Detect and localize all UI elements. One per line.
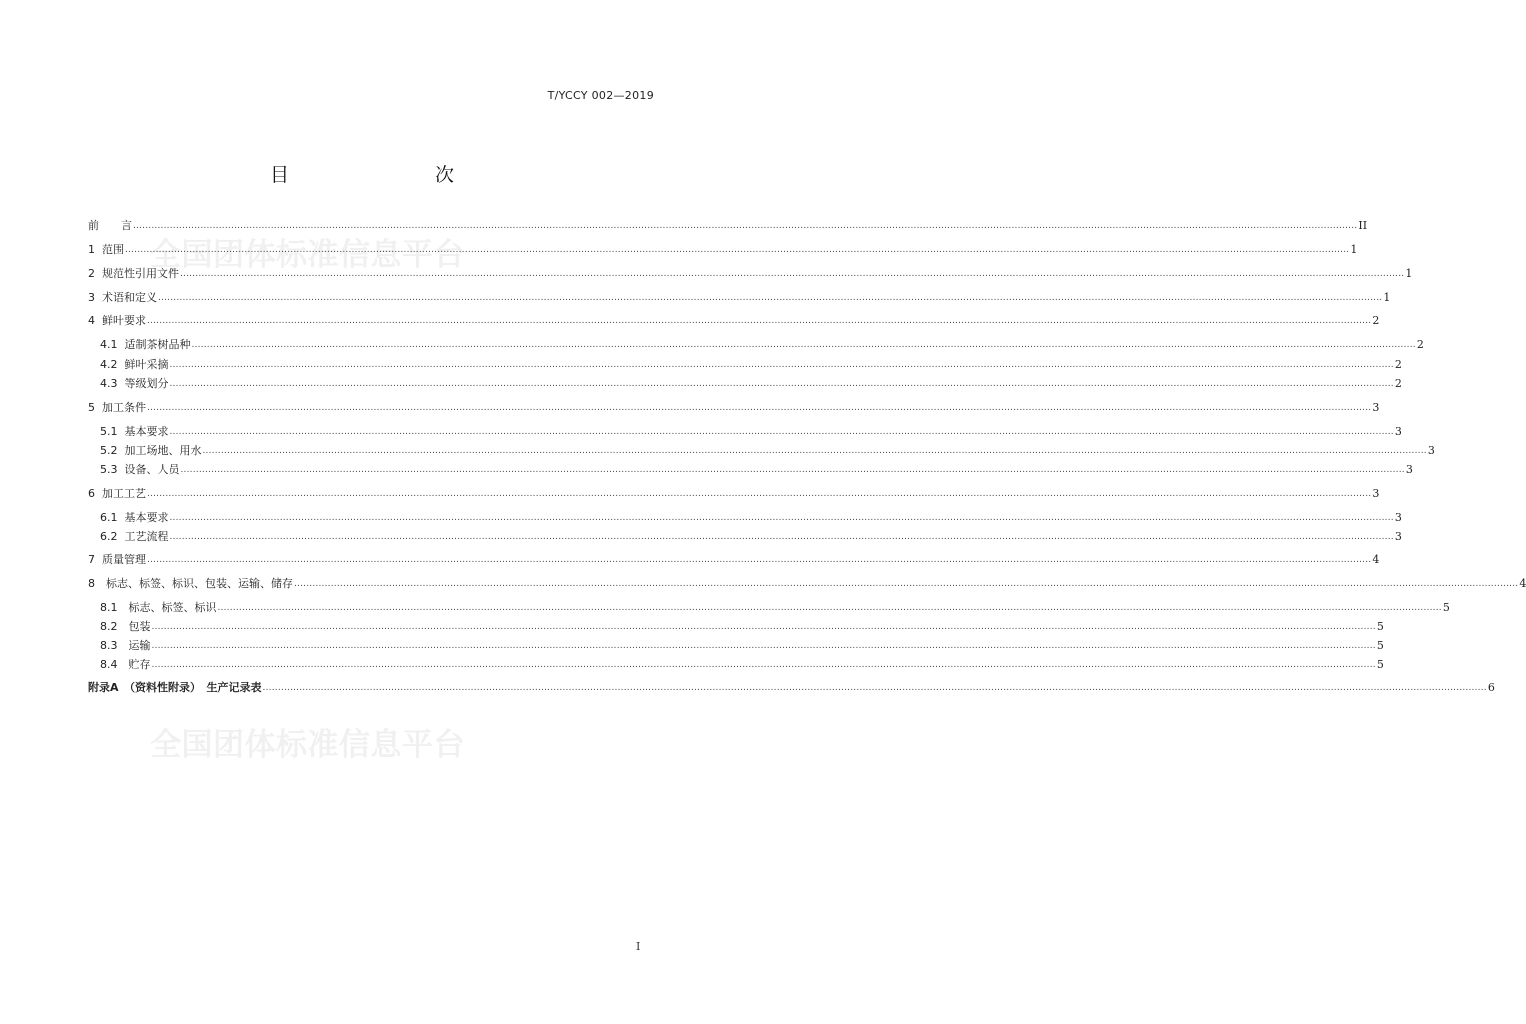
toc-entry[interactable] [100, 337, 1424, 353]
toc-entry[interactable] [100, 510, 1402, 526]
toc-entry[interactable] [100, 376, 1402, 392]
toc-entry-page: 6 [1487, 681, 1495, 694]
toc-entry[interactable] [100, 619, 1384, 635]
toc-dot-leader: ................................................................................................................................................................................................................................................................................................................................................................................................................ [147, 403, 1372, 413]
toc-entry-page: 2 [1416, 338, 1424, 351]
watermark-top: 全国团体标准信息平台 [150, 237, 465, 273]
toc-entry[interactable] [100, 462, 1413, 478]
page-title: 目 次 [269, 164, 490, 186]
toc-dot-leader: ................................................................................................................................................................................................................................................................................................................................................................................................................ [169, 360, 1394, 370]
page-number: I [636, 940, 641, 953]
toc-entry[interactable] [88, 486, 1380, 502]
toc-entry-label: 5 加工条件 [88, 401, 146, 414]
toc-entry-label: 4.2 鲜叶采摘 [100, 358, 169, 371]
toc-entry-page: 2 [1372, 314, 1380, 327]
toc-entry-label: 8.4 贮存 [100, 658, 151, 671]
toc-entry-label: 5.2 加工场地、用水 [100, 444, 202, 457]
toc-entry[interactable] [100, 443, 1435, 459]
toc-dot-leader: ................................................................................................................................................................................................................................................................................................................................................................................................................ [169, 379, 1394, 389]
toc-dot-leader: ................................................................................................................................................................................................................................................................................................................................................................................................................ [158, 293, 1383, 303]
toc-dot-leader: ................................................................................................................................................................................................................................................................................................................................................................................................................ [147, 489, 1372, 499]
toc-entry-label: 1 范围 [88, 243, 124, 256]
toc-entry-page: 1 [1383, 291, 1391, 304]
toc-entry-label: 4 鲜叶要求 [88, 314, 146, 327]
toc-entry-label: 6 加工工艺 [88, 487, 146, 500]
toc-dot-leader: ................................................................................................................................................................................................................................................................................................................................................................................................................ [169, 513, 1394, 523]
toc-entry-page: 3 [1394, 425, 1402, 438]
toc-entry[interactable] [88, 266, 1413, 282]
toc-entry[interactable] [100, 424, 1402, 440]
toc-entry-label: 8.1 标志、标签、标识 [100, 601, 217, 614]
toc-entry-label: 5.1 基本要求 [100, 425, 169, 438]
toc-entry-label: 8.3 运输 [100, 639, 151, 652]
toc-dot-leader: ................................................................................................................................................................................................................................................................................................................................................................................................................ [125, 245, 1350, 255]
toc-entry-label: 6.2 工艺流程 [100, 530, 169, 543]
toc-entry-label: 7 质量管理 [88, 553, 146, 566]
toc-dot-leader: ................................................................................................................................................................................................................................................................................................................................................................................................................ [180, 269, 1405, 279]
toc-dot-leader: ................................................................................................................................................................................................................................................................................................................................................................................................................ [169, 427, 1394, 437]
toc-entry[interactable] [88, 400, 1380, 416]
toc-entry[interactable] [88, 218, 1368, 234]
toc-dot-leader: ................................................................................................................................................................................................................................................................................................................................................................................................................ [133, 221, 1358, 231]
toc-entry[interactable] [88, 242, 1358, 258]
toc-entry-page: 1 [1405, 267, 1413, 280]
toc-entry[interactable] [100, 529, 1402, 545]
toc-dot-leader: ................................................................................................................................................................................................................................................................................................................................................................................................................ [180, 465, 1405, 475]
toc-entry-page: 5 [1376, 658, 1384, 671]
toc-dot-leader: ................................................................................................................................................................................................................................................................................................................................................................................................................ [217, 603, 1442, 613]
toc-dot-leader: ................................................................................................................................................................................................................................................................................................................................................................................................................ [151, 622, 1376, 632]
toc-entry[interactable] [100, 357, 1402, 373]
toc-entry[interactable] [88, 552, 1380, 568]
toc-entry-label: 8 标志、标签、标识、包装、运输、储存 [88, 577, 293, 590]
toc-entry-label: 5.3 设备、人员 [100, 463, 180, 476]
standard-code: T/YCCY 002—2019 [547, 89, 654, 102]
toc-dot-leader: ................................................................................................................................................................................................................................................................................................................................................................................................................ [147, 555, 1372, 565]
toc-entry-page: 5 [1376, 620, 1384, 633]
toc-entry-page: 3 [1394, 530, 1402, 543]
toc-entry[interactable] [88, 313, 1380, 329]
toc-entry-label: 前 言 [88, 219, 132, 232]
toc-dot-leader: ................................................................................................................................................................................................................................................................................................................................................................................................................ [151, 641, 1376, 651]
toc-entry[interactable] [88, 290, 1391, 306]
toc-entry-page: 3 [1405, 463, 1413, 476]
toc-entry[interactable] [100, 638, 1384, 654]
toc-dot-leader: ................................................................................................................................................................................................................................................................................................................................................................................................................ [151, 660, 1376, 670]
toc-entry-label: 2 规范性引用文件 [88, 267, 179, 280]
toc-entry-page: II [1358, 219, 1368, 232]
toc-entry-page: 5 [1376, 639, 1384, 652]
toc-entry-page: 2 [1394, 358, 1402, 371]
toc-entry-page: 2 [1394, 377, 1402, 390]
toc-entry-page: 3 [1372, 401, 1380, 414]
toc-entry-label: 6.1 基本要求 [100, 511, 169, 524]
toc-entry-page: 3 [1372, 487, 1380, 500]
toc-entry-label: 附录A （资料性附录） 生产记录表 [88, 681, 262, 694]
toc-entry-page: 3 [1427, 444, 1435, 457]
toc-entry-page: 1 [1350, 243, 1358, 256]
toc-entry-label: 3 术语和定义 [88, 291, 157, 304]
toc-entry-label: 4.3 等级划分 [100, 377, 169, 390]
toc-entry-label: 8.2 包装 [100, 620, 151, 633]
toc-dot-leader: ................................................................................................................................................................................................................................................................................................................................................................................................................ [169, 532, 1394, 542]
toc-entry-page: 4 [1519, 577, 1526, 590]
toc-dot-leader: ................................................................................................................................................................................................................................................................................................................................................................................................................ [262, 683, 1487, 693]
toc-entry-page: 3 [1394, 511, 1402, 524]
toc-dot-leader: ................................................................................................................................................................................................................................................................................................................................................................................................................ [191, 340, 1416, 350]
toc-dot-leader: ................................................................................................................................................................................................................................................................................................................................................................................................................ [294, 579, 1519, 589]
watermark-bottom: 全国团体标准信息平台 [150, 727, 465, 763]
toc-entry-label: 4.1 适制茶树品种 [100, 338, 191, 351]
toc-entry-page: 4 [1372, 553, 1380, 566]
toc-entry[interactable] [100, 657, 1384, 673]
toc-entry[interactable] [88, 576, 1526, 592]
toc-dot-leader: ................................................................................................................................................................................................................................................................................................................................................................................................................ [202, 446, 1427, 456]
toc-entry[interactable] [88, 680, 1495, 696]
toc-dot-leader: ................................................................................................................................................................................................................................................................................................................................................................................................................ [147, 316, 1372, 326]
toc-entry[interactable] [100, 600, 1450, 616]
toc-entry-page: 5 [1442, 601, 1450, 614]
